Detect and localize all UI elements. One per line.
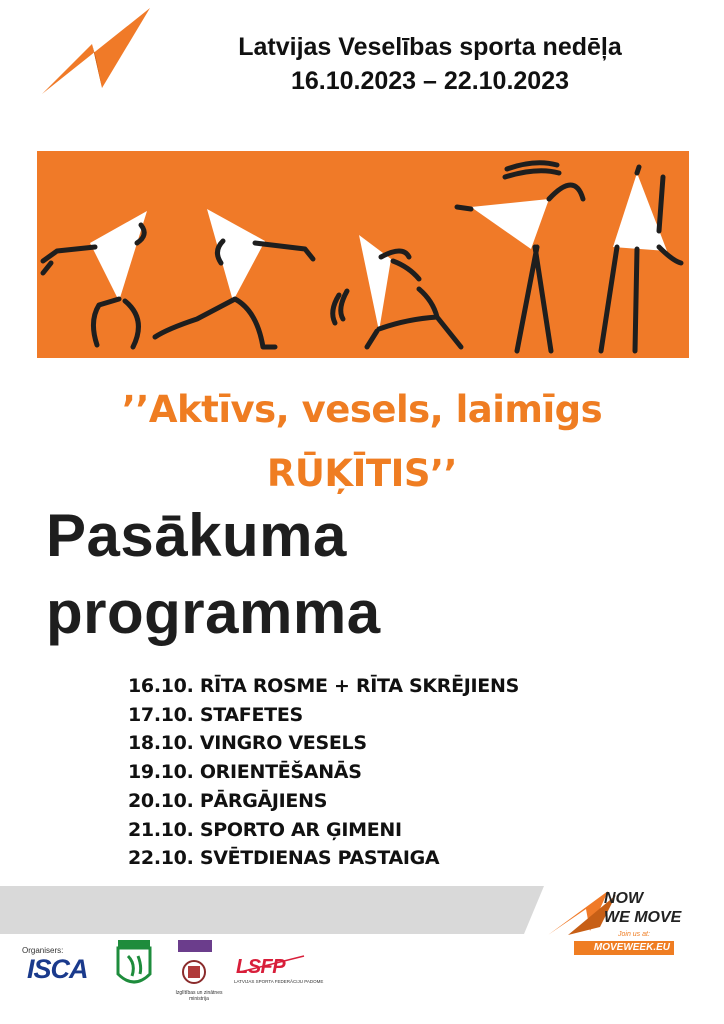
schedule-item: 20.10. PĀRGĀJIENS (128, 789, 328, 812)
slogan-line1: ’’Aktīvs, vesels, laimīgs (121, 388, 603, 431)
now-we-move-text-move: WE MOVE (604, 909, 682, 926)
ministry-emblem-icon (178, 940, 212, 983)
isca-logo: ISCA (27, 954, 88, 984)
now-we-move-text-now: NOW (604, 890, 644, 907)
schedule-item: 18.10. VINGRO VESELS (128, 732, 367, 755)
join-us-label: Join us at: (618, 931, 650, 938)
schedule-item: 19.10. ORIENTĒŠANĀS (128, 761, 362, 784)
ministry-text: Izglītības un zinātnes ministrija (175, 990, 223, 1002)
moveweek-site-label: MOVEWEEK.EU (574, 941, 674, 955)
event-title: Latvijas Veselības sporta nedēļa (238, 33, 622, 61)
partner-logos (0, 934, 724, 1024)
schedule-item: 17.10. STAFETES (128, 703, 303, 726)
lisa-shield-icon (118, 940, 150, 982)
slogan-line2: RŪĶĪTIS’’ (266, 452, 458, 495)
dancing-figures-icon (37, 151, 689, 358)
program-title-line1: Pasākuma (46, 502, 347, 569)
banner-illustration (37, 151, 689, 358)
lsfp-logo: LSFP (236, 956, 286, 978)
program-title-line2: programma (46, 579, 381, 646)
lsfp-subtitle: LATVIJAS SPORTA FEDERĀCIJU PADOME (234, 979, 324, 984)
event-dates: 16.10.2023 – 22.10.2023 (290, 67, 570, 95)
schedule-item: 22.10. SVĒTDIENAS PASTAIGA (128, 847, 440, 870)
organisers-label: Organisers: (22, 946, 64, 955)
moveweek-logo-icon (38, 6, 154, 98)
schedule-list (128, 672, 519, 873)
schedule-item: 16.10. RĪTA ROSME + RĪTA SKRĒJIENS (128, 675, 519, 697)
schedule-item: 21.10. SPORTO AR ĢIMENI (128, 818, 402, 841)
